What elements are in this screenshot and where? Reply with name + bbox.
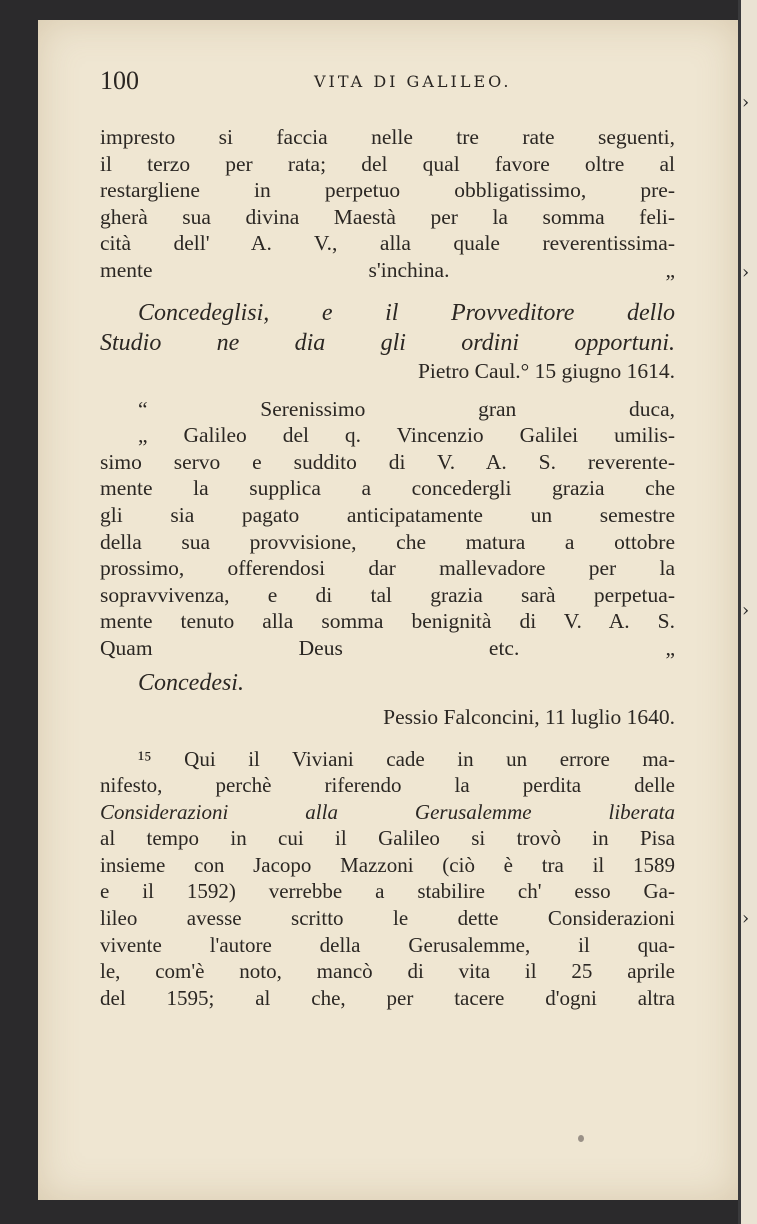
text-line: gli sia pagato anticipatamente un semestre — [100, 502, 675, 527]
footnote-line: e il 1592) verrebbe a stabilire ch' esso Ga- — [100, 879, 675, 904]
edge-mark: › — [742, 908, 750, 929]
rescript-1 — [100, 298, 675, 358]
footnote-line: al tempo in cui il Galileo si trovò in Pisa — [100, 826, 675, 851]
next-page-edge — [738, 0, 757, 1224]
footnote-line: insieme con Jacopo Mazzoni (ciò è tra il 1589 — [100, 852, 675, 877]
text-line: simo servo e suddito di V. A. S. reverente- — [100, 449, 675, 474]
paragraph-1 — [100, 124, 675, 284]
paper-spot — [578, 1135, 584, 1142]
footnote-line: le, com'è noto, mancò di vita il 25 aprile — [100, 959, 675, 984]
footnote-line: vivente l'autore della Gerusalemme, il qua- — [100, 932, 675, 957]
footnote-line: Considerazioni alla Gerusalemme liberata — [100, 799, 675, 824]
edge-strip — [738, 0, 741, 1224]
footnote-line: lileo avesse scritto le dette Considerazioni — [100, 906, 675, 931]
text-line: prossimo, offerendosi dar mallevadore per la — [100, 556, 675, 581]
page-body — [100, 124, 675, 1011]
signature-1: Pietro Caul.° 15 giugno 1614. — [417, 358, 675, 383]
page-header — [100, 66, 660, 100]
edge-mark: › — [742, 92, 750, 113]
text-line: cità dell' A. V., alla quale reverentissima- — [100, 231, 675, 256]
signature-2: Pessio Falconcini, 11 luglio 1640. — [383, 704, 675, 729]
text-line: il terzo per rata; del qual favore oltre al — [100, 151, 675, 176]
salutation: “ Serenissimo gran duca, — [138, 396, 675, 421]
text-line: restargliene in perpetuo obbligatissimo, pre- — [100, 178, 675, 203]
rescript-2: Concedesi. — [138, 669, 244, 696]
text-line: sopravvivenza, e di tal grazia sarà perpetua- — [100, 582, 675, 607]
page-number: 100 — [100, 66, 139, 95]
rescript-line: Studio ne dia gli ordini opportuni. — [100, 329, 675, 356]
footnote-line: ¹⁵ Qui il Viviani cade in un errore ma- — [138, 746, 675, 771]
text-line: mente tenuto alla somma benignità di V. A. S. — [100, 609, 675, 634]
paragraph-2 — [100, 422, 675, 661]
text-line: mente s'inchina. „ — [100, 257, 675, 282]
edge-mark: › — [742, 600, 750, 621]
footnote — [100, 746, 675, 1012]
text-line: impresto si faccia nelle tre rate seguenti, — [100, 125, 675, 149]
running-title: VITA DI GALILEO. — [314, 72, 512, 91]
edge-mark: › — [742, 262, 750, 283]
text-line: Quam Deus etc. „ — [100, 635, 675, 660]
rescript-line: Concedeglisi, e il Provveditore dello — [138, 299, 675, 326]
footnote-line: nifesto, perchè riferendo la perdita delle — [100, 773, 675, 798]
text-line: della sua provvisione, che matura a ottobre — [100, 529, 675, 554]
footnote-line: del 1595; al che, per tacere d'ogni altra — [100, 985, 675, 1010]
text-line: gherà sua divina Maestà per la somma feli- — [100, 204, 675, 229]
text-line: „ Galileo del q. Vincenzio Galilei umilis- — [138, 423, 675, 448]
text-line: mente la supplica a concedergli grazia che — [100, 476, 675, 501]
